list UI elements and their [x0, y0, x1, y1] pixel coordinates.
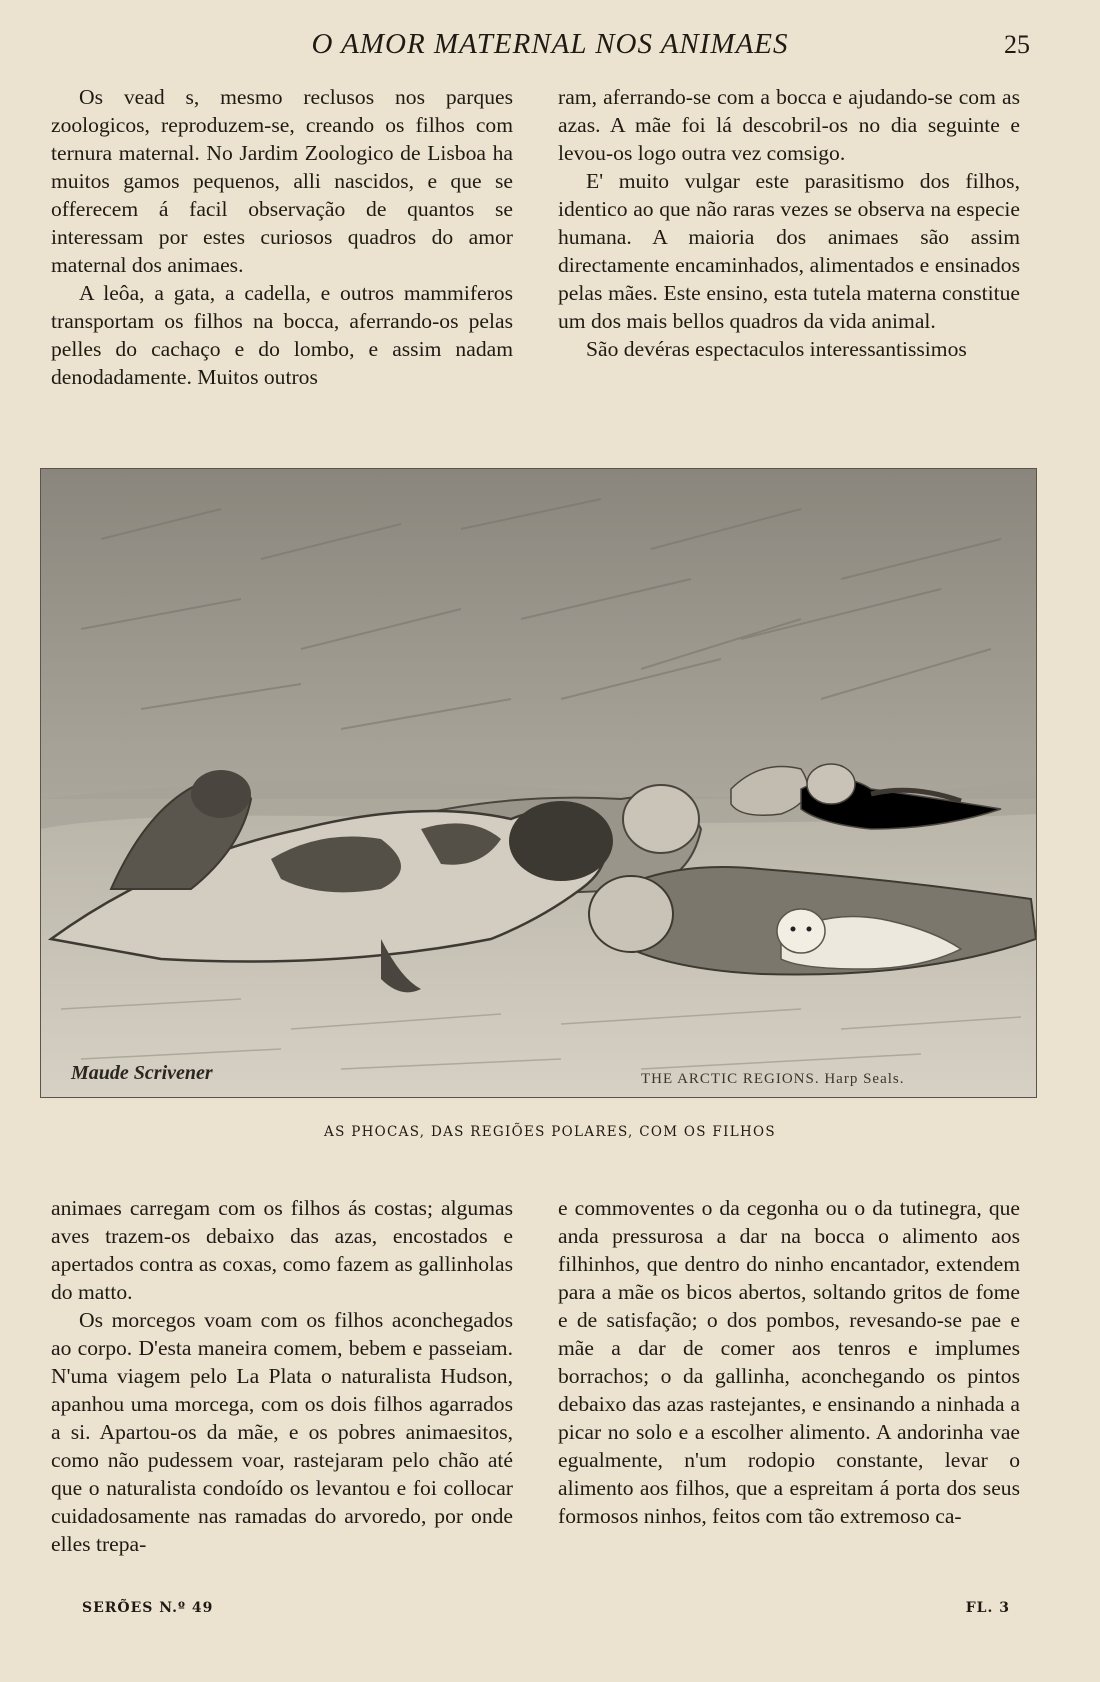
paragraph: Os vead s, mesmo reclusos nos parques zoologicos, reproduzem-se, creando os filhos com ternura maternal. No Jardim Zoologico de Lisboa ha muitos gamos pequenos, alli nascidos, e que se offerecem á facil observação de quantos se interessam por estes curiosos quadros do amor maternal dos animaes.: [51, 85, 513, 277]
paragraph: Os morcegos voam com os filhos aconchegados ao corpo. D'esta maneira comem, bebem e passeiam. N'uma viagem pelo La Plata o naturalista Hudson, apanhou uma morcega, com os dois filhos agarrados a si. Apartou-os da mãe, e os pobres animaesitos, como não pudessem voar, rastejaram pelo chão até que o naturalista condoído os levantou e foi collocar cuidadosamente nas ramadas do arvoredo, por onde elles trepa-: [51, 1308, 513, 1556]
paragraph: animaes carregam com os filhos ás costas; algumas aves trazem-os debaixo das azas, encostados e apertados contra as coxas, como fazem as gallinholas do matto.: [51, 1196, 513, 1304]
text-column-top-left: [51, 83, 513, 391]
paragraph: São devéras espectaculos interessantissimos: [586, 337, 967, 361]
page-number: 25: [1004, 30, 1030, 59]
paragraph: e commoventes o da cegonha ou o da tutinegra, que anda pressurosa a dar na bocca o alimento aos filhinhos, que dentro do ninho encantador, extendem para a mãe os bicos abertos, soltando gritos de fome e de satisfação; o dos pombos, revesando-se pae e mãe a dar de comer aos tenros e implumes borrachos; o da gallinha, aconchegando os pintos debaixo das azas rastejantes, e ensinando a ninhada a picar no solo e a escolher alimento. A andorinha vae egualmente, n'um rodopio constante, levar o alimento aos filhos, que a espreitam á porta dos seus formosos ninhos, feitos com tão extremoso ca-: [558, 1196, 1020, 1528]
text-column-bottom-right: [558, 1194, 1020, 1530]
harp-seals-drawing: [41, 469, 1036, 1097]
paragraph: E' muito vulgar este parasitismo dos filhos, identico ao que não raras vezes se observa na especie humana. A maioria dos animaes são assim directamente encaminhados, alimentados e ensinados pelas mães. Este ensino, esta tutela materna constitue um dos mais bellos quadros da vida animal.: [558, 169, 1020, 333]
plate-inscription: THE ARCTIC REGIONS. Harp Seals.: [641, 1071, 905, 1087]
seal-illustration: [40, 468, 1037, 1098]
paragraph: ram, aferrando-se com a bocca e ajudando-se com as azas. A mãe foi lá descobril-os no dia seguinte e levou-os logo outra vez comsigo.: [558, 85, 1020, 165]
artist-signature: Maude Scrivener: [71, 1062, 213, 1084]
text-column-top-right: [558, 83, 1020, 363]
page-header: [0, 28, 1100, 62]
footer-issue: SERÕES N.º 49: [82, 1600, 214, 1616]
paragraph: A leôa, a gata, a cadella, e outros mammiferos transportam os filhos na bocca, aferrando-os pelas pelles do cachaço e do lombo, e assim nadam denodadamente. Muitos outros: [51, 281, 513, 389]
text-column-bottom-left: [51, 1194, 513, 1558]
running-title: O AMOR MATERNAL NOS ANIMAES: [311, 28, 789, 60]
footer-sheet: FL. 3: [965, 1600, 1010, 1616]
illustration-caption: AS PHOCAS, DAS REGIÕES POLARES, COM OS FILHOS: [324, 1124, 776, 1140]
